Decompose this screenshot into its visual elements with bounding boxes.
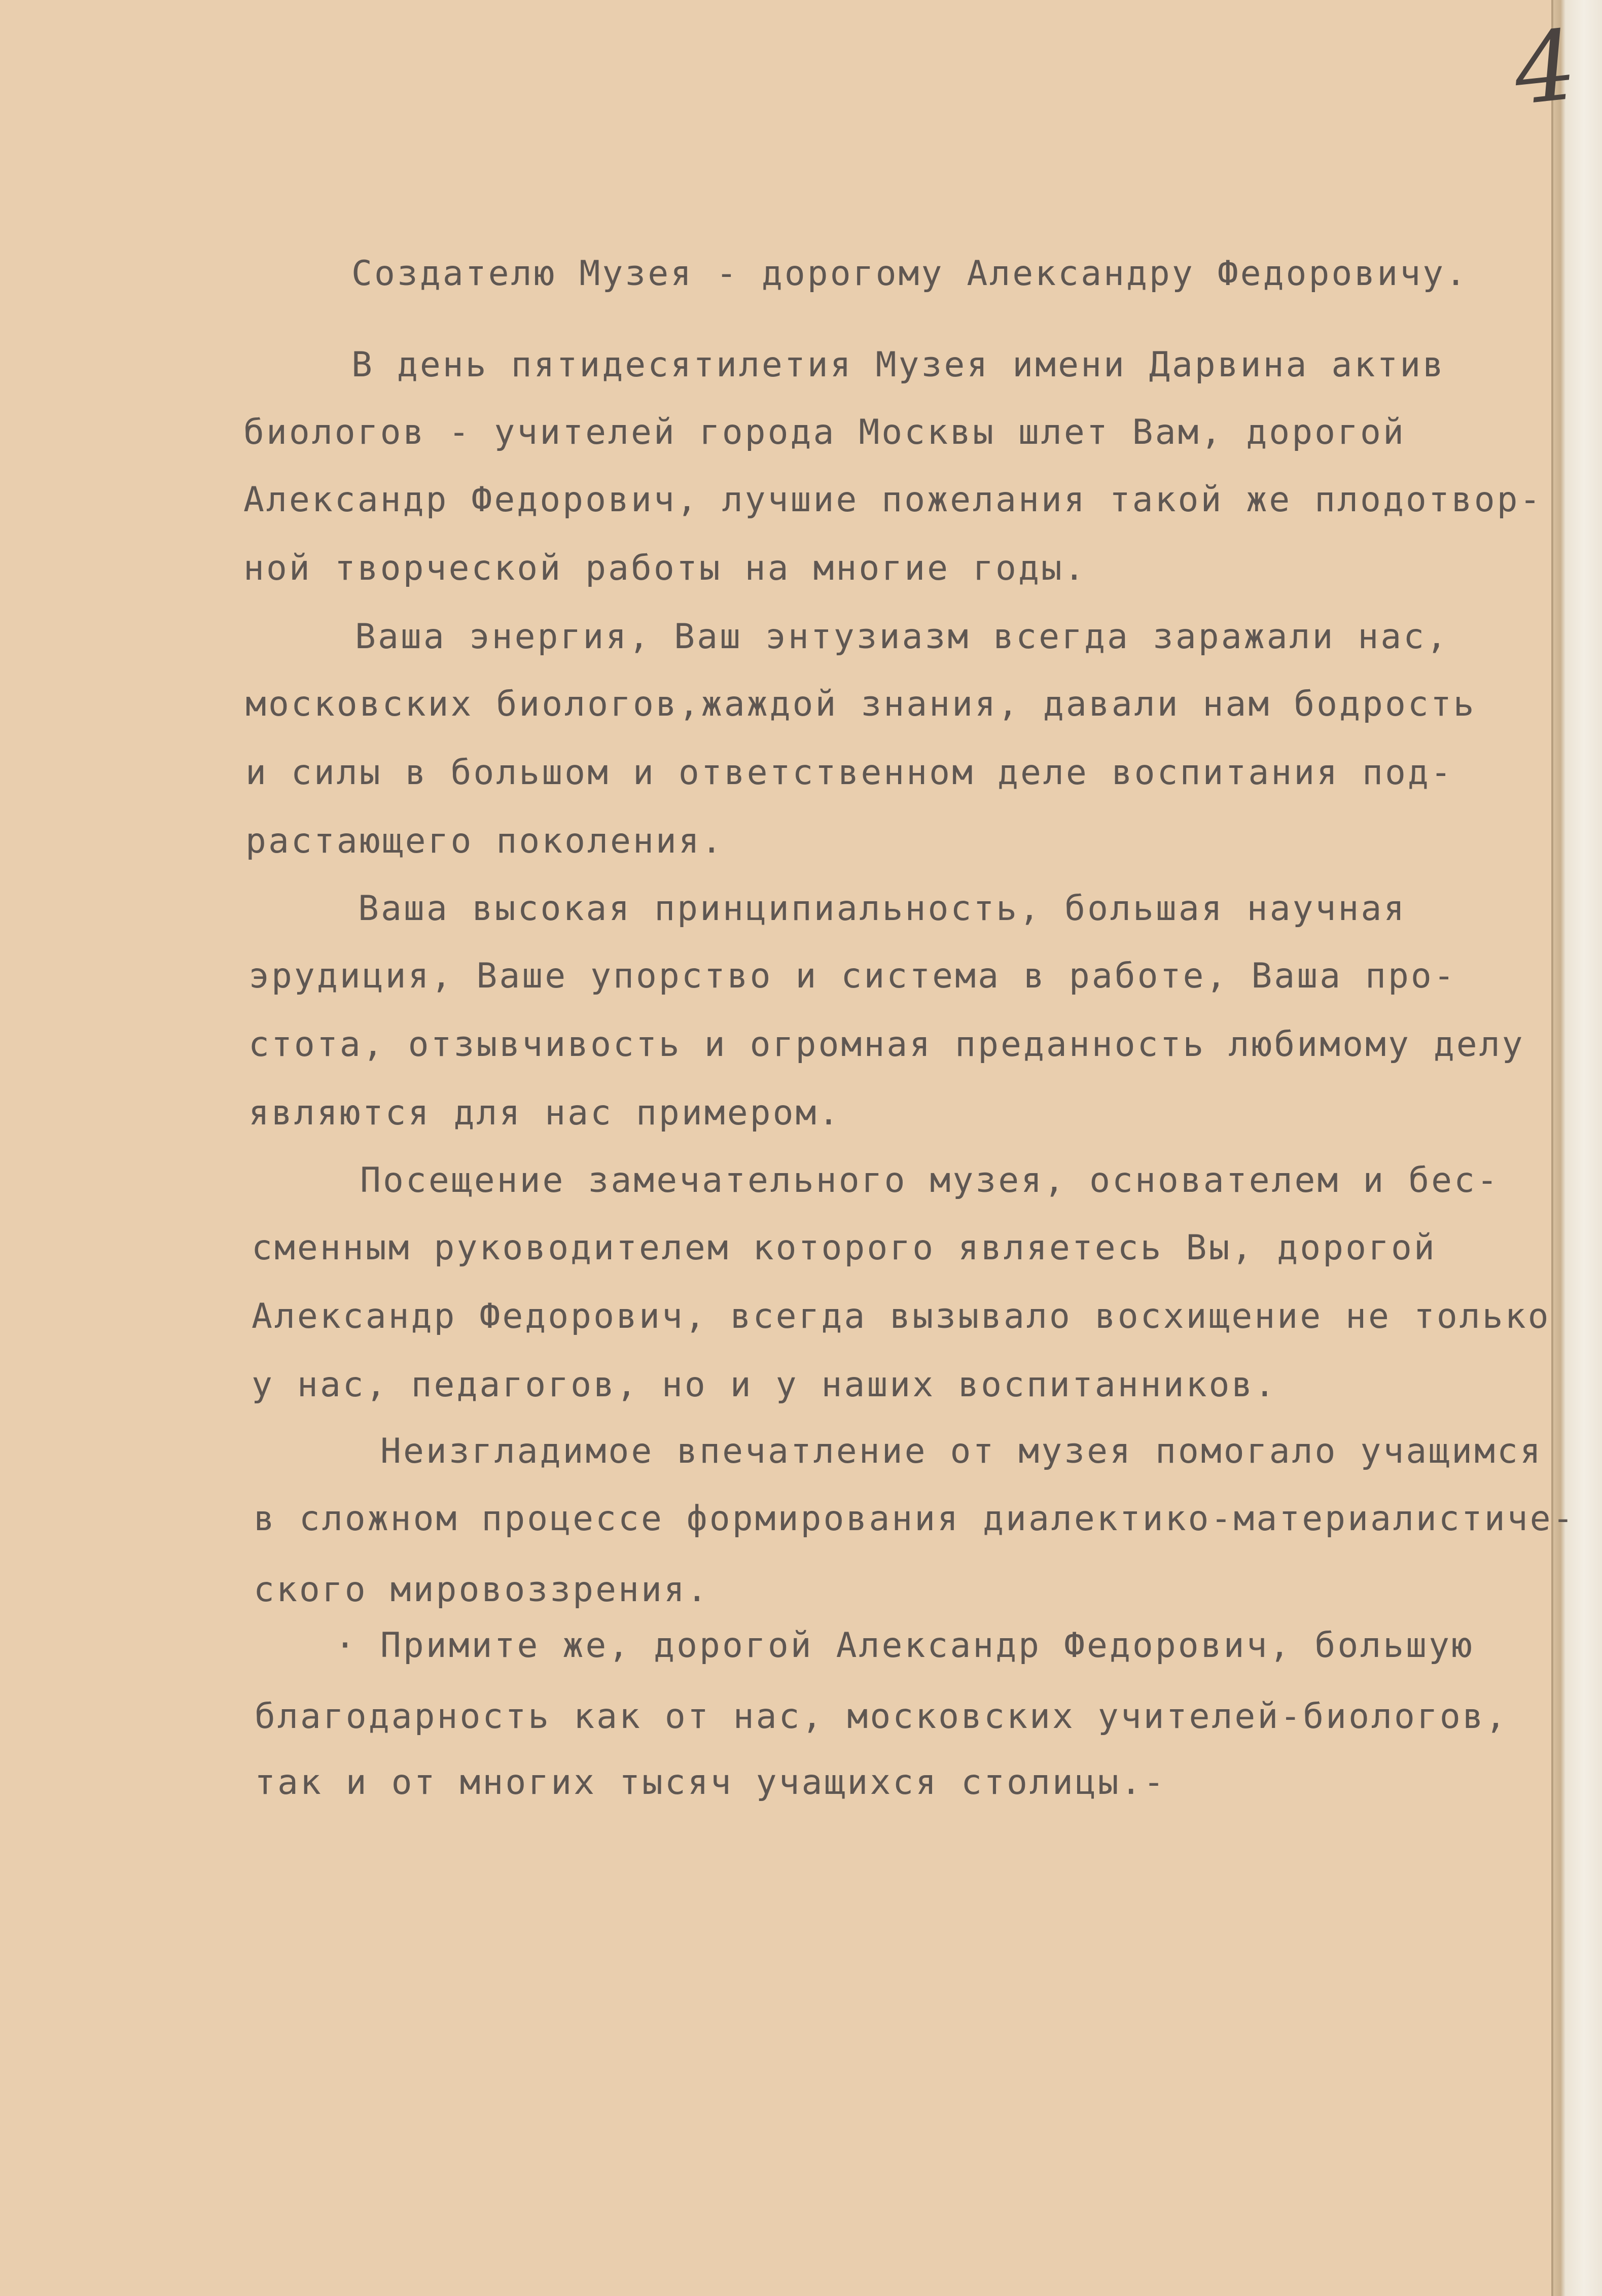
letter-line-11: стота, отзывчивость и огромная преданность любимому делу	[248, 1025, 1525, 1065]
letter-line-21: благодарность как от нас, московских учителей-биологов,	[255, 1697, 1508, 1737]
letter-line-3: Александр Федорович, лучшие пожелания такой же плодотвор-	[243, 480, 1543, 520]
letter-line-12: являются для нас примером.	[248, 1093, 841, 1133]
letter-salutation: Создателю Музея - дорогому Александру Федоровичу.	[351, 254, 1469, 294]
letter-line-18: в сложном процессе формирования диалектико-материалистиче-	[254, 1499, 1576, 1539]
letter-line-16: у нас, педагогов, но и у наших воспитанников.	[252, 1365, 1277, 1405]
letter-line-4: ной творческой работы на многие годы.	[243, 548, 1087, 588]
letter-line-6: московских биологов,жаждой знания, давали нам бодрость	[245, 684, 1476, 724]
letter-line-2: биологов - учителей города Москвы шлет Вам, дорогой	[243, 412, 1406, 452]
letter-line-10: эрудиция, Ваше упорство и система в работе, Ваша про-	[248, 956, 1456, 996]
letter-line-17: Неизгладимое впечатление от музея помогало учащимся	[380, 1431, 1543, 1471]
letter-line-20: · Примите же, дорогой Александр Федорович, большую	[335, 1626, 1474, 1666]
letter-line-8: растающего поколения.	[245, 821, 724, 861]
letter-line-15: Александр Федорович, всегда вызывало восхищение не только	[252, 1296, 1551, 1336]
handwritten-page-number: 4	[1509, 9, 1582, 127]
letter-line-5: Ваша энергия, Ваш энтузиазм всегда заражали нас,	[355, 617, 1449, 657]
letter-line-19: ского мировоззрения.	[254, 1570, 709, 1610]
letter-line-22: так и от многих тысяч учащихся столицы.-	[255, 1762, 1166, 1803]
letter-line-9: Ваша высокая принципиальность, большая научная	[358, 889, 1407, 929]
letter-line-13: Посещение замечательного музея, основателем и бес-	[360, 1160, 1500, 1200]
letter-line-14: сменным руководителем которого являетесь Вы, дорогой	[252, 1228, 1437, 1268]
letter-line-7: и силы в большом и ответственном деле воспитания под-	[245, 753, 1453, 793]
letter-line-1: В день пятидесятилетия Музея имени Дарвина актив	[351, 345, 1446, 385]
